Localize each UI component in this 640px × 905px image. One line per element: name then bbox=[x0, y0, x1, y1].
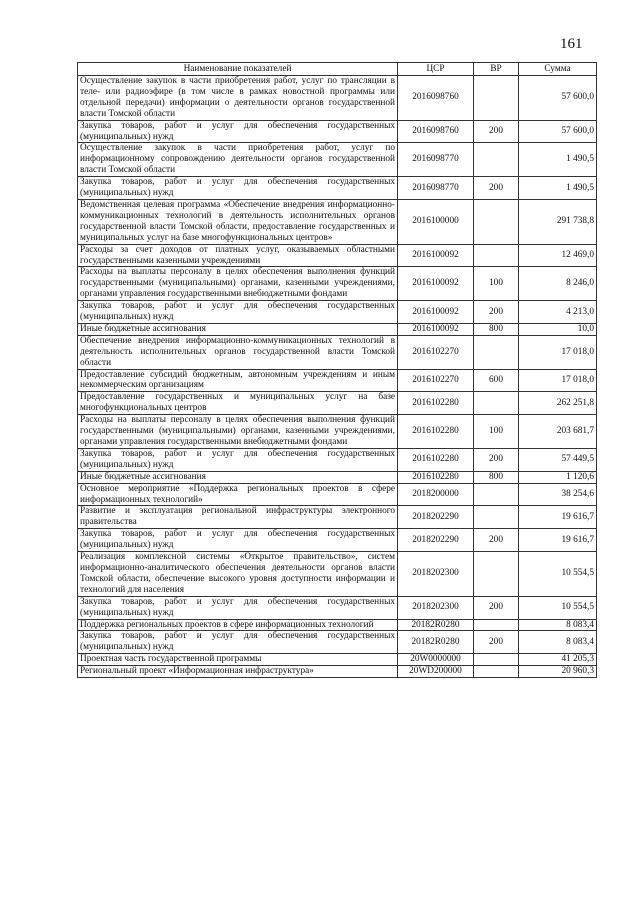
table-row bbox=[78, 596, 597, 619]
row-csr-cell: 2016100092 bbox=[398, 323, 474, 335]
table-body bbox=[78, 76, 597, 678]
row-name-cell: Закупка товаров, работ и услуг для обеспечения государственных (муниципальных) нужд bbox=[78, 301, 398, 324]
row-name-cell: Обеспечение внедрения информационно-коммуникационных технологий в деятельность исполнительных органов государственной власти Томской области bbox=[78, 335, 398, 369]
row-csr-cell: 20WD200000 bbox=[398, 666, 474, 678]
row-name-cell: Ведомственная целевая программа «Обеспечение внедрения информационно-коммуникационных технологий в деятельность исполнительных органов государственной власти Томской области, предоставление государственных и муниципальных услуг на базе многофункциональных центров» bbox=[78, 199, 398, 244]
row-vr-cell bbox=[474, 199, 519, 244]
row-csr-cell: 2016100092 bbox=[398, 301, 474, 324]
table-row bbox=[78, 120, 597, 143]
row-sum-cell: 12 469,0 bbox=[519, 244, 597, 267]
table-row bbox=[78, 483, 597, 506]
row-name-cell: Поддержка региональных проектов в сфере информационных технологий bbox=[78, 619, 398, 631]
row-csr-cell: 2018202300 bbox=[398, 596, 474, 619]
row-sum-cell: 1 490,5 bbox=[519, 143, 597, 177]
table-row bbox=[78, 666, 597, 678]
table-row bbox=[78, 392, 597, 415]
table-row bbox=[78, 619, 597, 631]
table-row bbox=[78, 529, 597, 552]
table-row bbox=[78, 654, 597, 666]
row-vr-cell: 600 bbox=[474, 369, 519, 392]
row-csr-cell: 2016102280 bbox=[398, 415, 474, 449]
row-vr-cell: 200 bbox=[474, 177, 519, 200]
row-csr-cell: 2016102280 bbox=[398, 471, 474, 483]
row-vr-cell bbox=[474, 392, 519, 415]
row-sum-cell: 262 251,8 bbox=[519, 392, 597, 415]
row-sum-cell: 1 120,6 bbox=[519, 471, 597, 483]
row-csr-cell: 20W0000000 bbox=[398, 654, 474, 666]
row-vr-cell: 200 bbox=[474, 631, 519, 654]
row-sum-cell: 17 018,0 bbox=[519, 335, 597, 369]
row-csr-cell: 2016100092 bbox=[398, 244, 474, 267]
table-header-row bbox=[78, 63, 597, 76]
row-name-cell: Закупка товаров, работ и услуг для обеспечения государственных (муниципальных) нужд bbox=[78, 631, 398, 654]
row-vr-cell: 100 bbox=[474, 267, 519, 301]
table-row bbox=[78, 506, 597, 529]
row-csr-cell: 2018200000 bbox=[398, 483, 474, 506]
table-row bbox=[78, 143, 597, 177]
row-name-cell: Развитие и эксплуатация региональной инфраструктуры электронного правительства bbox=[78, 506, 398, 529]
header-csr: ЦСР bbox=[398, 63, 474, 76]
row-sum-cell: 10 554,5 bbox=[519, 552, 597, 597]
row-sum-cell: 19 616,7 bbox=[519, 506, 597, 529]
row-csr-cell: 2016102270 bbox=[398, 335, 474, 369]
budget-table bbox=[77, 62, 597, 678]
row-vr-cell bbox=[474, 483, 519, 506]
row-name-cell: Закупка товаров, работ и услуг для обеспечения государственных (муниципальных) нужд bbox=[78, 448, 398, 471]
row-csr-cell: 2016102280 bbox=[398, 448, 474, 471]
row-vr-cell: 200 bbox=[474, 596, 519, 619]
page-number: 161 bbox=[560, 36, 583, 52]
row-vr-cell: 800 bbox=[474, 323, 519, 335]
row-sum-cell: 8 246,0 bbox=[519, 267, 597, 301]
row-name-cell: Закупка товаров, работ и услуг для обеспечения государственных (муниципальных) нужд bbox=[78, 120, 398, 143]
row-vr-cell bbox=[474, 76, 519, 121]
row-vr-cell bbox=[474, 244, 519, 267]
table-row bbox=[78, 244, 597, 267]
row-sum-cell: 20 960,3 bbox=[519, 666, 597, 678]
table-row bbox=[78, 552, 597, 597]
row-vr-cell bbox=[474, 335, 519, 369]
row-sum-cell: 8 083,4 bbox=[519, 619, 597, 631]
row-vr-cell: 200 bbox=[474, 120, 519, 143]
row-csr-cell: 2016098770 bbox=[398, 143, 474, 177]
row-vr-cell bbox=[474, 619, 519, 631]
table-row bbox=[78, 199, 597, 244]
row-vr-cell bbox=[474, 506, 519, 529]
table-row bbox=[78, 415, 597, 449]
row-vr-cell: 200 bbox=[474, 448, 519, 471]
row-sum-cell: 38 254,6 bbox=[519, 483, 597, 506]
row-name-cell: Закупка товаров, работ и услуг для обеспечения государственных (муниципальных) нужд bbox=[78, 177, 398, 200]
row-sum-cell: 10 554,5 bbox=[519, 596, 597, 619]
row-name-cell: Предоставление государственных и муниципальных услуг на базе многофункциональных центров bbox=[78, 392, 398, 415]
row-vr-cell bbox=[474, 666, 519, 678]
row-name-cell: Расходы на выплаты персоналу в целях обеспечения выполнения функций государственными (муниципальными) органами, казенными учреждениями, органами управления государственными внебюджетными фондами bbox=[78, 415, 398, 449]
row-name-cell: Предоставление субсидий бюджетным, автономным учреждениям и иным некоммерческим организациям bbox=[78, 369, 398, 392]
row-name-cell: Иные бюджетные ассигнования bbox=[78, 323, 398, 335]
row-csr-cell: 2016098760 bbox=[398, 76, 474, 121]
row-vr-cell: 100 bbox=[474, 415, 519, 449]
table-row bbox=[78, 323, 597, 335]
table-row bbox=[78, 448, 597, 471]
row-sum-cell: 19 616,7 bbox=[519, 529, 597, 552]
row-sum-cell: 57 600,0 bbox=[519, 120, 597, 143]
row-vr-cell: 200 bbox=[474, 529, 519, 552]
row-csr-cell: 2018202290 bbox=[398, 529, 474, 552]
row-vr-cell bbox=[474, 143, 519, 177]
row-csr-cell: 2016102270 bbox=[398, 369, 474, 392]
row-sum-cell: 203 681,7 bbox=[519, 415, 597, 449]
row-sum-cell: 8 083,4 bbox=[519, 631, 597, 654]
row-csr-cell: 2016098760 bbox=[398, 120, 474, 143]
row-sum-cell: 17 018,0 bbox=[519, 369, 597, 392]
row-csr-cell: 2016102280 bbox=[398, 392, 474, 415]
header-vr: ВР bbox=[474, 63, 519, 76]
row-name-cell: Основное мероприятие «Поддержка региональных проектов в сфере информационных технологий» bbox=[78, 483, 398, 506]
row-sum-cell: 41 205,3 bbox=[519, 654, 597, 666]
row-name-cell: Закупка товаров, работ и услуг для обеспечения государственных (муниципальных) нужд bbox=[78, 529, 398, 552]
row-vr-cell: 800 bbox=[474, 471, 519, 483]
table-row bbox=[78, 369, 597, 392]
table-row bbox=[78, 177, 597, 200]
row-csr-cell: 2018202300 bbox=[398, 552, 474, 597]
row-name-cell: Осуществление закупок в части приобретения работ, услуг по информационному сопровождению деятельности органов государственной власти Томской области bbox=[78, 143, 398, 177]
row-vr-cell bbox=[474, 654, 519, 666]
row-name-cell: Расходы за счет доходов от платных услуг, оказываемых областными государственными казенными учреждениями bbox=[78, 244, 398, 267]
row-csr-cell: 20182R0280 bbox=[398, 619, 474, 631]
row-name-cell: Расходы на выплаты персоналу в целях обеспечения выполнения функций государственными (муниципальными) органами, казенными учреждениями, органами управления государственными внебюджетными фондами bbox=[78, 267, 398, 301]
table-row bbox=[78, 301, 597, 324]
row-sum-cell: 4 213,0 bbox=[519, 301, 597, 324]
row-name-cell: Проектная часть государственной программы bbox=[78, 654, 398, 666]
row-sum-cell: 57 449,5 bbox=[519, 448, 597, 471]
row-csr-cell: 20182R0280 bbox=[398, 631, 474, 654]
row-csr-cell: 2016100092 bbox=[398, 267, 474, 301]
row-name-cell: Осуществление закупок в части приобретения работ, услуг по трансляции в теле- или радиоэфире (в том числе в рамках новостной программы или отдельной передачи) информации о деятельности органов государственной власти Томской области bbox=[78, 76, 398, 121]
row-csr-cell: 2016098770 bbox=[398, 177, 474, 200]
row-csr-cell: 2016100000 bbox=[398, 199, 474, 244]
row-vr-cell: 200 bbox=[474, 301, 519, 324]
header-sum: Сумма bbox=[519, 63, 597, 76]
row-sum-cell: 1 490,5 bbox=[519, 177, 597, 200]
row-csr-cell: 2018202290 bbox=[398, 506, 474, 529]
table-row bbox=[78, 335, 597, 369]
row-sum-cell: 10,0 bbox=[519, 323, 597, 335]
table-row bbox=[78, 267, 597, 301]
table-row bbox=[78, 471, 597, 483]
table-row bbox=[78, 631, 597, 654]
row-name-cell: Закупка товаров, работ и услуг для обеспечения государственных (муниципальных) нужд bbox=[78, 596, 398, 619]
row-name-cell: Региональный проект «Информационная инфраструктура» bbox=[78, 666, 398, 678]
row-name-cell: Реализация комплексной системы «Открытое правительство», систем информационно-аналитического обеспечения деятельности органов власти Томской области, обеспечение высокого уровня доступности информации и технологий для населения bbox=[78, 552, 398, 597]
row-vr-cell bbox=[474, 552, 519, 597]
header-name: Наименование показателей bbox=[78, 63, 398, 76]
row-sum-cell: 57 600,0 bbox=[519, 76, 597, 121]
row-name-cell: Иные бюджетные ассигнования bbox=[78, 471, 398, 483]
table-row bbox=[78, 76, 597, 121]
row-sum-cell: 291 738,8 bbox=[519, 199, 597, 244]
